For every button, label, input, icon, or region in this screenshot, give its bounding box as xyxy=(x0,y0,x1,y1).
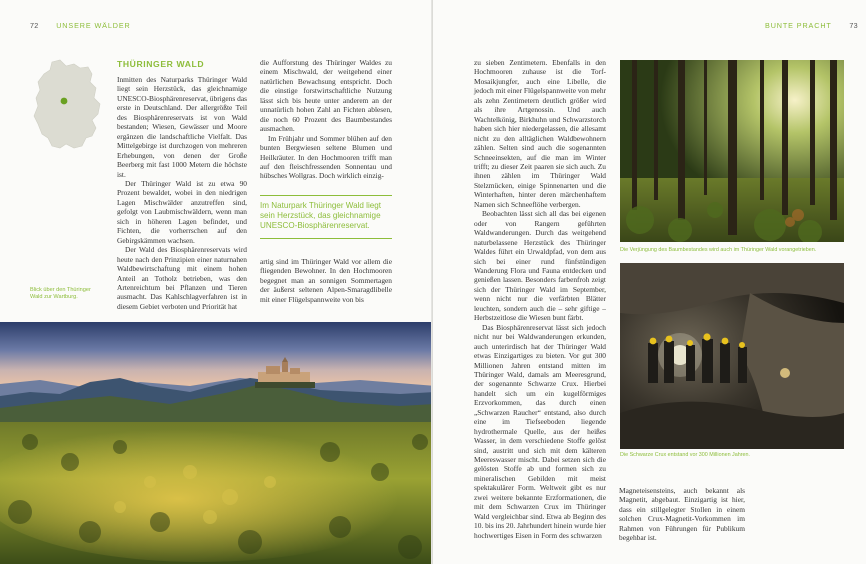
column-2-bottom xyxy=(260,257,392,304)
paragraph: Der Thüringer Wald ist zu etwa 90 Prozent bewaldet, wobei in den niedrigen Lagen Mischwälder anzutreffen sind, gefolgt von Laubmischwäldern, wenn man sich in höheren Lagen befindet, und Fichten, die vorherrschen auf den Gebirgskämmen wachsen. xyxy=(117,178,247,245)
section-title-left: UNSERE WÄLDER xyxy=(56,21,131,30)
paragraph: Magneteisensteins, auch bekannt als Magnetit, abgebaut. Einzigartig ist hier, dass ein stillgelegter Stollen in einem solchen Crux-Magnetit-Vorkommen im Rahmen von Führungen für Publikum begehbar ist. xyxy=(619,486,745,543)
paragraph: die Aufforstung des Thüringer Waldes zu einem Mischwald, der weitgehend einer natürlichen Bewachsung entspricht. Doch die einstige forstwirtschaftliche Nutzung lässt sich bis heute unter anderem an der unnatürlich hohen Zahl an Fichten ablesen, die noch 60 Prozent des Baumbestandes ausmachen. xyxy=(260,58,392,134)
column-4 xyxy=(619,486,745,543)
column-3 xyxy=(474,58,606,540)
paragraph: Der Wald des Biosphärenreservats wird heute nach den Prinzipien einer naturnahen Waldbewirtschaftung mit einem hohen Anteil an Totholz betrieben, was den Artenreichtum bei Pflanzen und Tieren ausmacht. Das Kahlschlagverfahren ist in diesem Gebiet verboten und Priorität hat xyxy=(117,245,247,311)
wartburg-landscape-photo xyxy=(0,322,433,564)
paragraph: Im Frühjahr und Sommer blühen auf den bunten Bergwiesen seltene Blumen und Heilkräuter. In den Hochmooren trifft man auf den fleischfressenden Sonnentau und hübsches Wollgras. Doch wirklich einzig- xyxy=(260,133,392,181)
right-page xyxy=(433,0,866,564)
location-dot xyxy=(61,98,68,105)
column-1 xyxy=(117,75,247,311)
pull-quote: Im Naturpark Thüringer Wald liegt sein Herzstück, das gleichnamige UNESCO-Biosphärenreservat. xyxy=(260,195,392,239)
right-folio xyxy=(765,21,858,30)
section-title-right: BUNTE PRACHT xyxy=(765,21,832,30)
paragraph: Das Biosphärenreservat lässt sich jedoch nicht nur bei Waldwanderungen erkunden, auch unterirdisch hat der Thüringer Wald etwas Einzigartiges zu bieten. Vor gut 300 Millionen Jahren entstand mitten im Thüringer Wald, damals am Meeresgrund, der sogenannte Schwarze Crux. Hierbei handelt sich um ein kugelförmiges Erzvorkommen, das durch einen „Schwarzen Raucher“ entstand, also durch eine im Tiefseeboden liegende hydrothermale Quelle, aus der heißes Wasser, in dem verschiedene Stoffe gelöst sind, austritt und sich mit dem kälteren Meereswasser mischt. Dabei setzen sich die gelösten Stoffe ab und formen sich zu mineralischen Gebilden mit meist spektakulärer Form. Weltweit gibt es nur zwei weitere bekannte Erzformationen, die mit dem Schwarzen Crux im Thüringer Wald vergleichbar sind. Etwa ab Beginn des 10. bis ins 20. Jahrhundert hinein wurde hier hochwertiges Eisen in Form des schwarzen xyxy=(474,322,606,540)
page-number-left: 72 xyxy=(30,21,39,30)
page-number-right: 73 xyxy=(849,21,858,30)
wartburg-caption: Blick über den Thüringer Wald zur Wartburg. xyxy=(30,287,91,300)
paragraph: zu sieben Zentimetern. Ebenfalls in den Hochmooren zuhause ist die Torf-Mosaikjungfer, auch eine Libelle, die jedoch mit einer Flügelspannweite von mehr als zehn Zentimetern deutlich größer wird als ihre Artgenossin. Und auch Wachtelkönig, Birkhuhn und Schwarzstorch haben sich hier niedergelassen, die allesamt nicht zu den alltäglichen Waldbewohnern zählen. Selten sind auch die sogenannten Schneeinsekten, auf die man im Winter trifft; zu dieser Zeit paaren sie sich auch. Zu ihnen zählen im Thüringer Wald Stelzmücken, einige Spinnenarten und die Winterhaften, hinter deren märchenhaftem Namen sich Schneeflöhe verbergen. xyxy=(474,58,606,209)
germany-map xyxy=(30,58,108,154)
forest-photo xyxy=(620,60,844,242)
forest-caption: Die Verjüngung des Baumbestandes wird auch im Thüringer Wald vorangetrieben. xyxy=(620,247,817,253)
left-folio xyxy=(30,21,131,30)
column-2-top xyxy=(260,58,392,181)
map-land-shape xyxy=(34,60,100,148)
paragraph: Inmitten des Naturparks Thüringer Wald liegt sein Herzstück, das gleichnamige UNESCO-Biosphärenreservat, übrigens das erste in Deutschland. Der allergrößte Teil des Biosphärenreservats ist von Wald bestanden; Wiesen, Gewässer und Moore ergänzen die landschaftliche Vielfalt. Das Mittelgebirge ist durchzogen von mehreren Erhebungen, von denen der Große Beerberg mit fast 1000 Metern die höchste ist. xyxy=(117,75,247,179)
mine-caption: Die Schwarze Crux entstand vor 300 Millionen Jahren. xyxy=(620,452,751,458)
paragraph: Beobachten lässt sich all das bei eigenen oder von Rangern geführten Waldwanderungen. Durch das weitgehend naturbelassene Herzstück des Thüringer Waldes führt ein Urwaldpfad, von dem aus sich bei einer rund fünfstündigen Wanderung Flora und Fauna entdecken und genießen lassen. Besonders farbenfroh zeigt sich der Thüringer Wald im September, wenn nicht nur die verfärbten Blätter leuchten, sondern auch die – sehr giftige – Herbstzeitlose die Wiesen bunt färbt. xyxy=(474,209,606,323)
article-heading: THÜRINGER WALD xyxy=(117,59,205,69)
mine-tunnel-photo xyxy=(620,263,844,449)
paragraph: artig sind im Thüringer Wald vor allem die fliegenden Bewohner. In den Hochmooren begegnet man an sonnigen Sommertagen der äußerst seltenen Alpen-Smaragdlibelle mit einer Flügelspannweite von bis xyxy=(260,257,392,304)
